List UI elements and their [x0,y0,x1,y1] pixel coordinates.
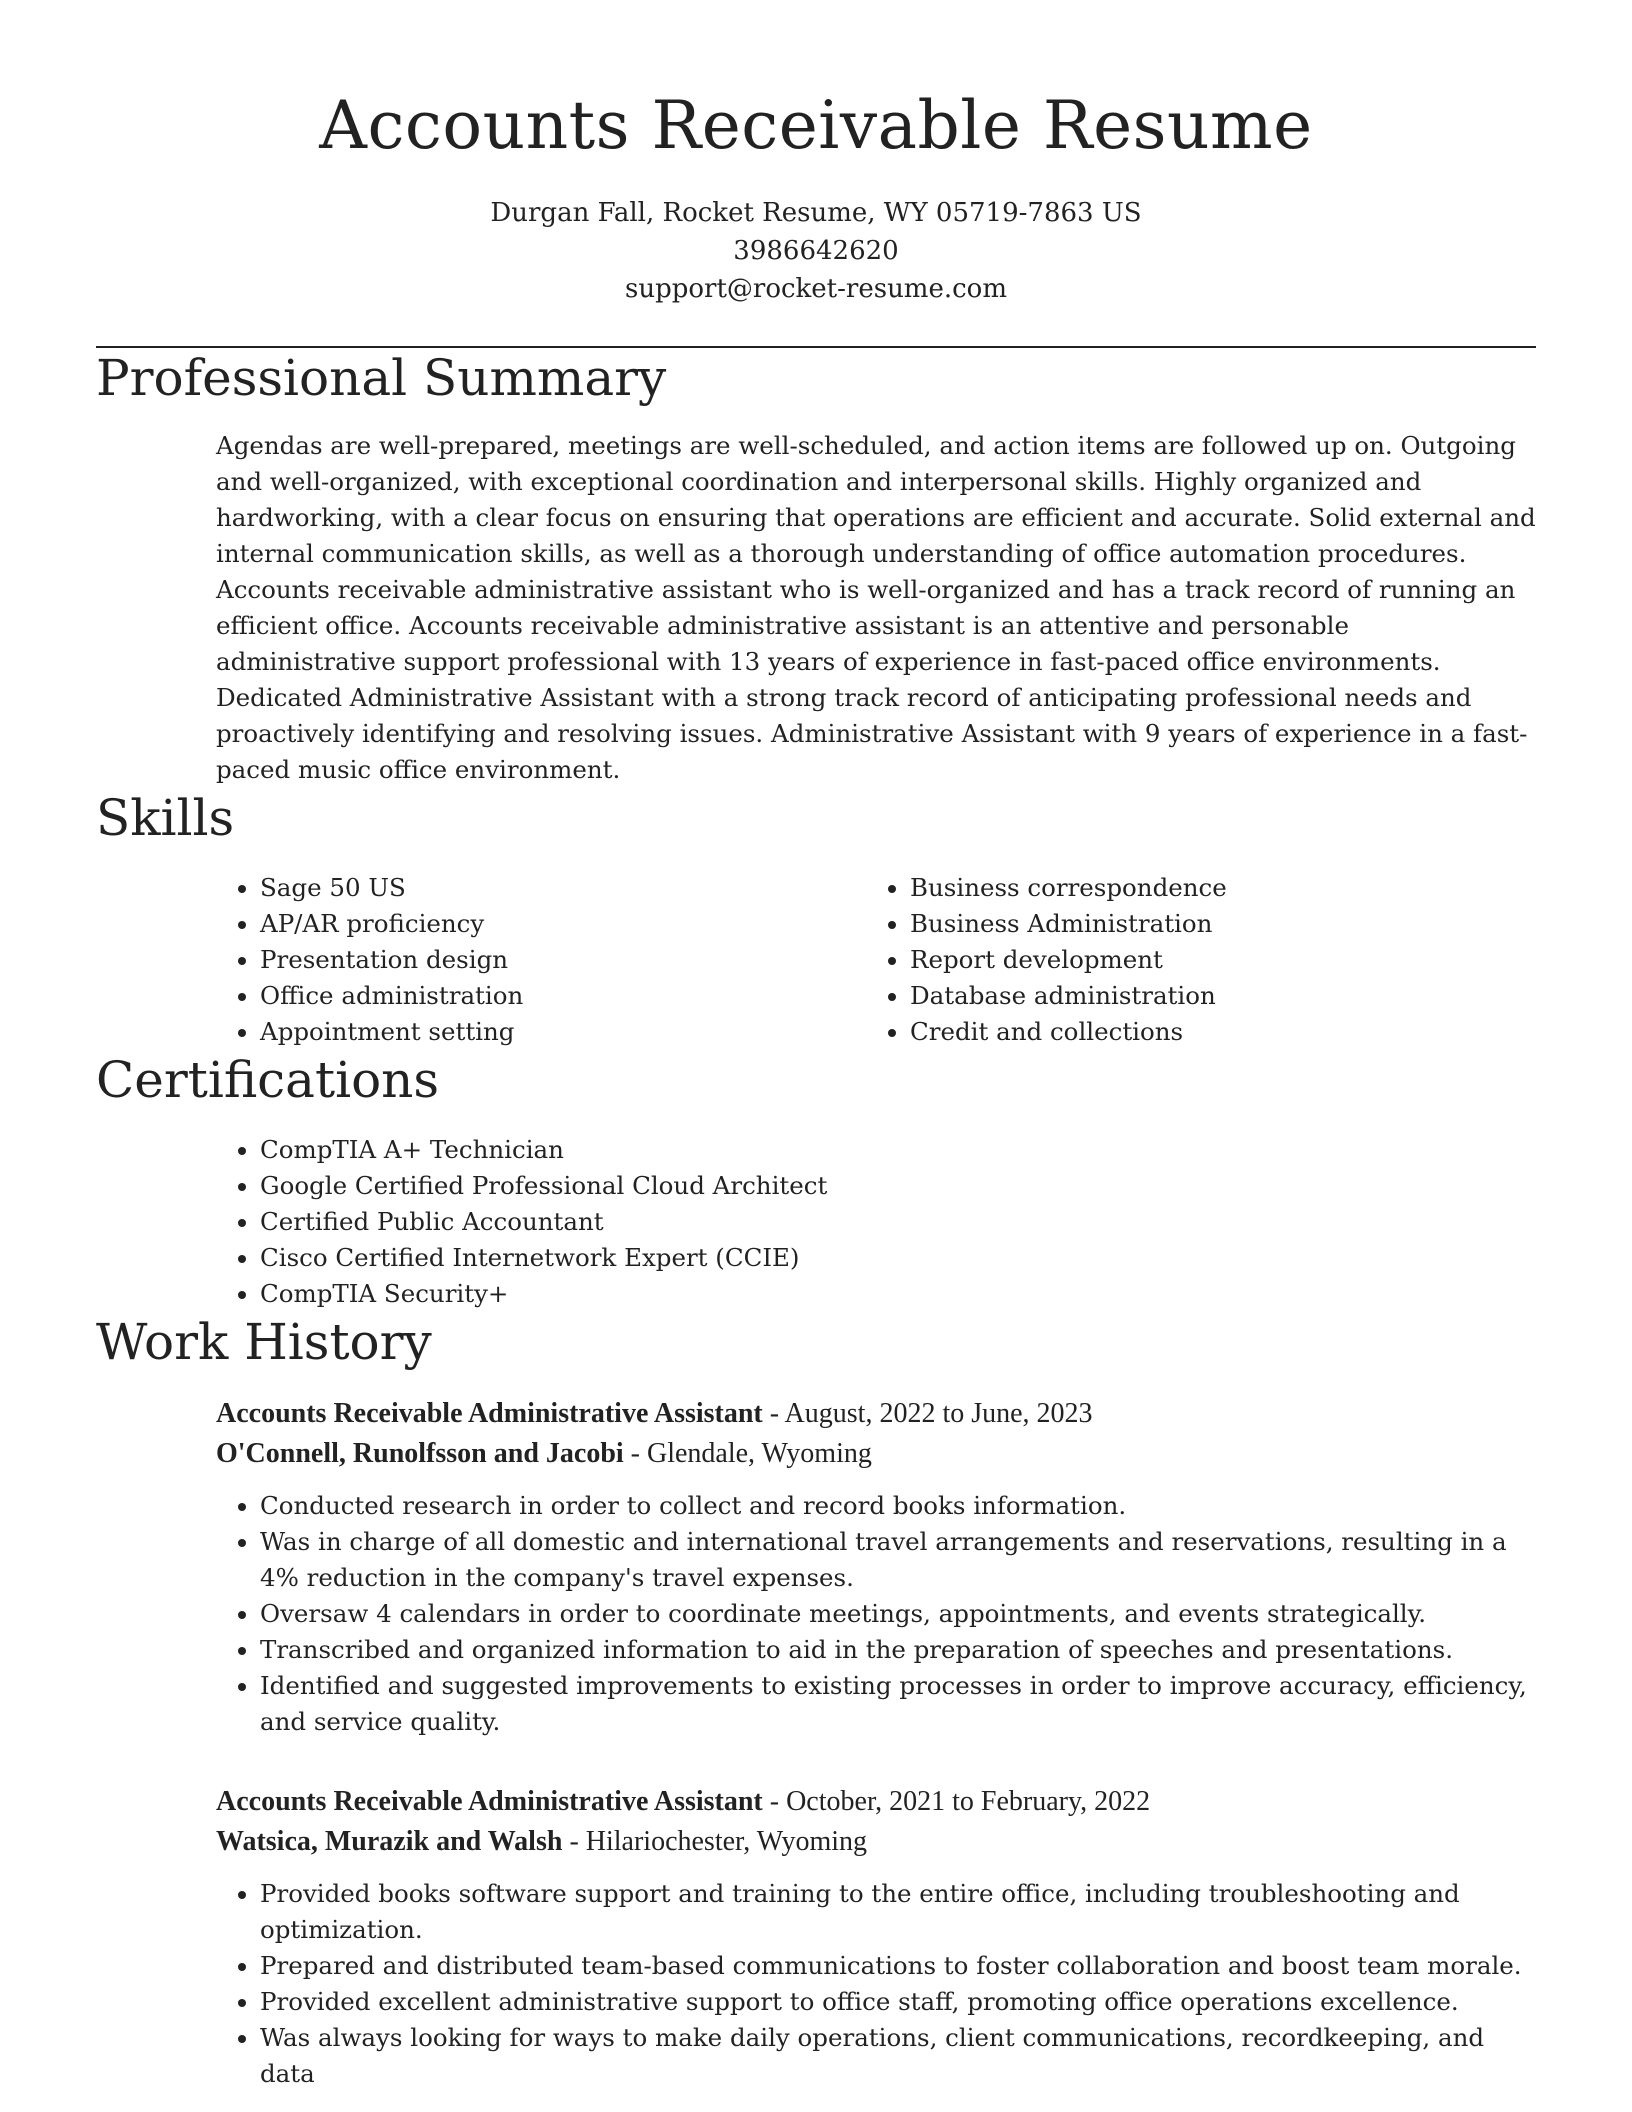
job-title-line [216,1394,1536,1434]
skill-item: • AP/AR proficiency [260,906,866,942]
resume-page [96,0,1536,2092]
skills-column-right [866,870,1516,1050]
job-bullets [216,1876,1536,2092]
job-bullets [216,1488,1536,1740]
job-dates: - October, 2021 to February, 2022 [762,1786,1151,1817]
job-bullet: • Provided excellent administrative support to office staff, promoting office operations excellence. [260,1984,1536,2020]
skill-item: • Business correspondence [910,870,1516,906]
contact-email: support@rocket-resume.com [624,274,1007,304]
certification-item: • Certified Public Accountant [260,1204,1536,1240]
job-entry [216,1394,1536,1740]
job-company: Watsica, Murazik and Walsh [216,1826,563,1857]
skills-heading: Skills [96,789,235,847]
skill-item: • Office administration [260,978,866,1014]
summary-text: Agendas are well-prepared, meetings are well-scheduled, and action items are followed up on. Outgoing and well-organized, with exceptional coordination and interpersonal skills. Highly organized and hardworking, with a clear focus on ensuring that operations are efficient and accurate. Solid external and internal communication skills, as well as a thorough understanding of office automation procedures. Accounts receivable administrative assistant who is well-organized and has a track record of running an efficient office. Accounts receivable administrative assistant is an attentive and personable administrative support professional with 13 years of experience in fast-paced office environments. Dedicated Administrative Assistant with a strong track record of anticipating professional needs and proactively identifying and resolving issues. Administrative Assistant with 9 years of experience in a fast-paced music office environment. [216,431,1536,784]
skill-item: • Presentation design [260,942,866,978]
job-bullet: • Oversaw 4 calendars in order to coordinate meetings, appointments, and events strategically. [260,1596,1536,1632]
job-title: Accounts Receivable Administrative Assistant [216,1398,763,1429]
job-company: O'Connell, Runolfsson and Jacobi [216,1438,624,1469]
certification-item: • CompTIA Security+ [260,1276,1536,1312]
summary-heading: Professional Summary [96,349,667,407]
job-bullet: • Was always looking for ways to make daily operations, client communications, recordkeeping, and data [260,2020,1536,2092]
resume-title: Accounts Receivable Resume [319,87,1313,164]
job-bullet: • Was in charge of all domestic and international travel arrangements and reservations, resulting in a 4% reduction in the company's travel expenses. [260,1524,1536,1596]
skill-item: • Database administration [910,978,1516,1014]
certification-item: • Google Certified Professional Cloud Architect [260,1168,1536,1204]
job-location: - Glendale, Wyoming [623,1438,872,1469]
skill-item: • Business Administration [910,906,1516,942]
job-bullet: • Identified and suggested improvements to existing processes in order to improve accuracy, efficiency, and service quality. [260,1668,1536,1740]
contact-phone: 3986642620 [733,236,899,266]
skill-item: • Appointment setting [260,1014,866,1050]
job-bullet: • Transcribed and organized information to aid in the preparation of speeches and presentations. [260,1632,1536,1668]
job-bullet: • Conducted research in order to collect and record books information. [260,1488,1536,1524]
certifications-heading: Certifications [96,1051,440,1109]
job-title-line [216,1782,1536,1822]
job-company-line [216,1822,1536,1862]
skills-column-left [216,870,866,1050]
certification-item: • CompTIA A+ Technician [260,1132,1536,1168]
contact-address: Durgan Fall, Rocket Resume, WY 05719-7863 US [490,198,1142,228]
job-dates: - August, 2022 to June, 2023 [762,1398,1093,1429]
job-company-line [216,1434,1536,1474]
contact-block [96,194,1536,308]
job-bullet: • Provided books software support and training to the entire office, including troubleshooting and optimization. [260,1876,1536,1948]
job-bullet: • Prepared and distributed team-based communications to foster collaboration and boost team morale. [260,1948,1536,1984]
skill-item: • Credit and collections [910,1014,1516,1050]
job-location: - Hilariochester, Wyoming [562,1826,868,1857]
certification-item: • Cisco Certified Internetwork Expert (CCIE) [260,1240,1536,1276]
work-history-heading: Work History [96,1313,432,1371]
certifications-list [216,1132,1536,1312]
job-title: Accounts Receivable Administrative Assistant [216,1786,763,1817]
skill-item: • Sage 50 US [260,870,866,906]
job-entry [216,1782,1536,2092]
skills-grid [216,870,1536,1050]
skill-item: • Report development [910,942,1516,978]
